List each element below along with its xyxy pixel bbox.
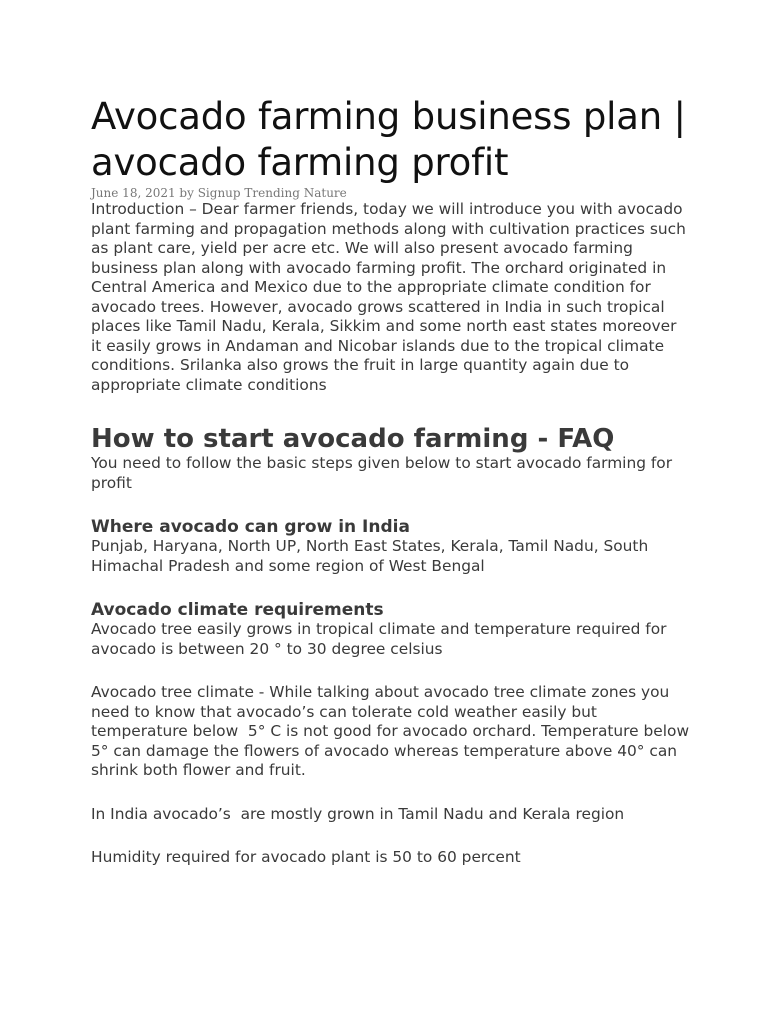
where-paragraph: Punjab, Haryana, North UP, North East States, Kerala, Tamil Nadu, South Himachal Pradesh and some region of West Bengal <box>91 537 649 575</box>
tree-climate-paragraph: Avocado tree climate - While talking about avocado tree climate zones you need to know that avocado’s can tolerate cold weather easily but temperature below 5° C is not good for avocado orchard. Temperature below 5° can damage the flowers of avocado whereas temperature above 40° can shrink both flower and fruit. <box>91 683 694 779</box>
post-meta: June 18, 2021 by Signup Trending Nature <box>91 186 347 200</box>
faq-heading: How to start avocado farming - FAQ <box>91 424 615 454</box>
article <box>91 94 694 868</box>
faq-paragraph: You need to follow the basic steps given below to start avocado farming for profit <box>91 454 673 492</box>
india-paragraph: In India avocado’s are mostly grown in Tamil Nadu and Kerala region <box>91 804 625 823</box>
intro-paragraph: Introduction – Dear farmer friends, today we will introduce you with avocado plant farming and propagation methods along with cultivation practices such as plant care, yield per acre etc. We will also present avocado farming business plan along with avocado farming profit. The orchard originated in Central America and Mexico due to the appropriate climate condition for avocado trees. However, avocado grows scattered in India in such tropical places like Tamil Nadu, Kerala, Sikkim and some north east states moreover it easily grows in Andaman and Nicobar islands due to the tropical climate conditions. Srilanka also grows the fruit in large quantity again due to appropriate climate conditions <box>91 200 686 394</box>
climate-paragraph: Avocado tree easily grows in tropical climate and temperature required for avocado is between 20 ° to 30 degree celsius <box>91 620 667 658</box>
page-title: Avocado farming business plan | avocado farming profit <box>91 95 686 184</box>
climate-heading: Avocado climate requirements <box>91 600 384 620</box>
where-heading: Where avocado can grow in India <box>91 517 410 537</box>
humidity-paragraph: Humidity required for avocado plant is 50 to 60 percent <box>91 848 521 866</box>
